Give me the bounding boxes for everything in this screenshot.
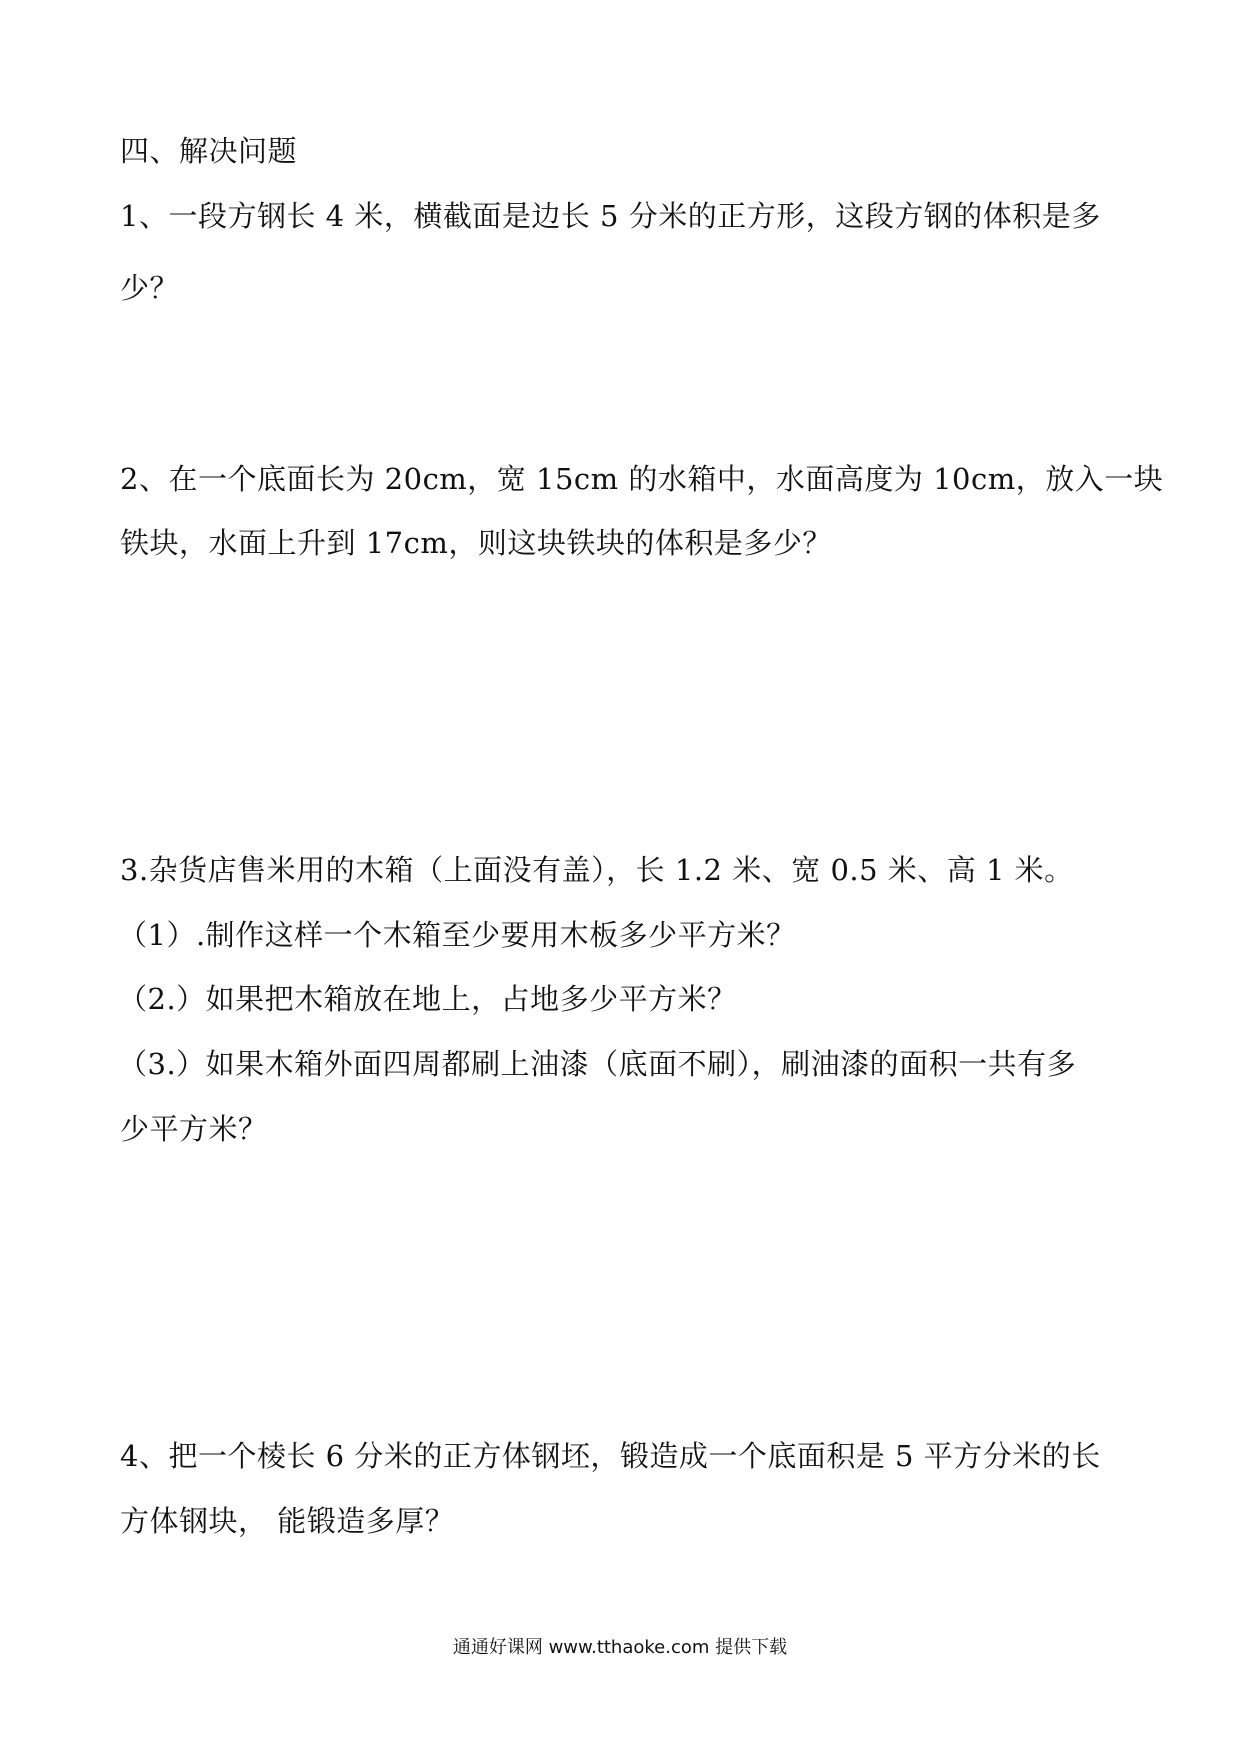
question-3-part-3-line-2: 少平方米？: [120, 1112, 268, 1146]
section-title: 四、解决问题: [120, 134, 298, 168]
question-4-line-1: 4、把一个棱长 6 分米的正方体钢坯，锻造成一个底面积是 5 平方分米的长: [120, 1439, 1101, 1473]
question-2-line-1: 2、在一个底面长为 20cm，宽 15cm 的水箱中，水面高度为 10cm，放入一块: [120, 462, 1164, 496]
question-2-line-2: 铁块，水面上升到 17cm，则这块铁块的体积是多少？: [120, 526, 832, 560]
question-3-stem: 3.杂货店售米用的木箱（上面没有盖），长 1.2 米、宽 0.5 米、高 1 米。: [120, 853, 1074, 887]
question-1-line-2: 少？: [120, 271, 180, 305]
footer-download-note: 通通好课网 www.tthaoke.com 提供下载: [452, 1637, 788, 1658]
question-3-part-3-line-1: （3.）如果木箱外面四周都刷上油漆（底面不刷），刷油漆的面积一共有多: [118, 1047, 1077, 1081]
question-3-part-1: （1）.制作这样一个木箱至少要用木板多少平方米？: [118, 918, 796, 952]
question-3-part-2: （2.）如果把木箱放在地上，占地多少平方米？: [118, 982, 737, 1016]
question-4-line-2: 方体钢块， 能锻造多厚？: [120, 1504, 455, 1538]
question-1-line-1: 1、一段方钢长 4 米，横截面是边长 5 分米的正方形，这段方钢的体积是多: [120, 199, 1101, 233]
